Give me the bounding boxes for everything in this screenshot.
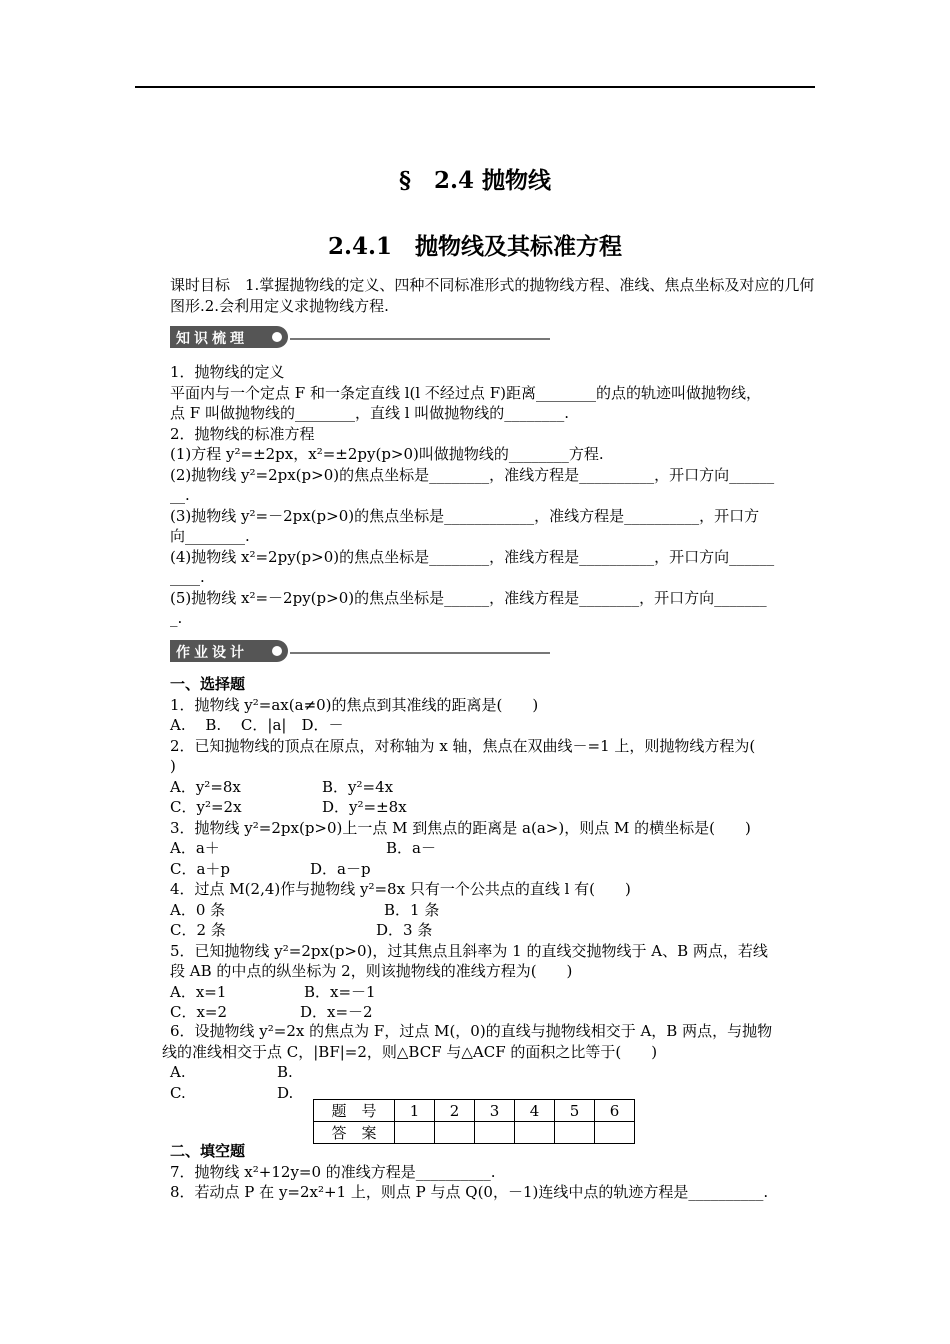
options-row [170,900,815,921]
options-row [162,1062,817,1083]
knowledge-banner-label: 知识梳理 [176,331,248,347]
equation-item: (2)抛物线 y²=2px(p>0)的焦点坐标是________，准线方程是__________，开口方向______ [170,465,775,484]
equation-item: (5)抛物线 x²=－2py(p>0)的焦点坐标是______，准线方程是________，开口方向_______ [170,588,767,607]
equation-item-cont: _. [170,609,183,627]
options-row [170,982,815,1003]
table-cell: 2 [435,1100,475,1122]
options-row [170,920,815,941]
question-3: 3．抛物线 y²=2px(p>0)上一点 M 到焦点的距离是 a(a>)，则点 M 的横坐标是( ) [170,818,751,837]
option: D．3 条 [376,921,433,939]
table-cell: 6 [595,1100,635,1122]
options-row [170,797,815,818]
question-2-cont: ) [170,757,176,775]
question-1: 1．抛物线 y²=ax(a≠0)的焦点到其准线的距离是( ) [170,695,539,714]
question-2: 2．已知抛物线的顶点在原点，对称轴为 x 轴，焦点在双曲线－=1 上，则抛物线方程为( [170,736,756,755]
equation-item-cont: __. [170,486,190,504]
option: A．y²=8x [170,777,241,796]
option: D．y²=±8x [322,798,407,816]
answer-table [313,1099,635,1144]
option: C．x=2 [170,1003,228,1021]
question-7: 7．抛物线 x²+12y=0 的准线方程是__________. [170,1162,496,1181]
heading: 2．抛物线的标准方程 [170,424,315,443]
equation-item: (1)方程 y²=±2px，x²=±2py(p>0)叫做抛物线的________方程. [170,445,604,463]
options-row [170,838,815,859]
equation-item: (3)抛物线 y²=－2px(p>0)的焦点坐标是____________，准线方程是__________，开口方 [170,506,760,525]
subsection-title: 2.4.1 抛物线及其标准方程 [327,233,623,260]
question-5: 5．已知抛物线 y²=2px(p>0)，过其焦点且斜率为 1 的直线交抛物线于 A、B 两点，若线 [170,941,768,960]
option: B．a－ [386,839,436,857]
question-6: 6．设抛物线 y²=2x 的焦点为 F，过点 M(，0)的直线与抛物线相交于 A，B 两点，与抛物 [170,1022,773,1040]
option: A．x=1 [170,982,227,1001]
definition-line: 点 F 叫做抛物线的________，直线 l 叫做抛物线的________. [170,404,570,422]
option: B. [277,1063,293,1081]
option: C．2 条 [170,921,226,939]
option: D．x=－2 [300,1003,373,1021]
option: D．a－p [310,859,371,878]
table-cell: 4 [515,1100,555,1122]
section-heading: 二、填空题 [170,1142,246,1160]
homework-banner [170,640,290,662]
option: C．a＋p [170,859,231,878]
option: A. [170,1063,186,1081]
knowledge-banner [170,326,290,348]
section-heading: 一、选择题 [170,675,246,693]
option: C．y²=2x [170,798,242,816]
option: B．1 条 [384,900,440,919]
lesson-objective: 课时目标 1.掌握抛物线的定义、四种不同标准形式的抛物线方程、准线、焦点坐标及对应的几何图形.2.会利用定义求抛物线方程. [170,276,815,315]
question-5-cont: 段 AB 的中点的纵坐标为 2，则该抛物线的准线方程为( ) [170,962,573,980]
heading: 1．抛物线的定义 [170,363,285,381]
question-6-cont: 线的准线相交于点 C，|BF|=2，则△BCF 与△ACF 的面积之比等于( ) [162,1042,658,1061]
banner-dot-icon [272,332,282,342]
equation-item-cont: 向________. [170,527,250,545]
equation-item: (4)抛物线 x²=2py(p>0)的焦点坐标是________，准线方程是__________，开口方向______ [170,547,775,566]
option: D. [277,1083,294,1102]
question-6-block [162,1021,817,1103]
banner-rule [290,338,550,340]
question-1-options: A. B. C．|a| D．－ [170,716,344,734]
definition-line: 平面内与一个定点 F 和一条定直线 l(l 不经过点 F)距离________的点的轨迹叫做抛物线， [170,383,761,402]
table-cell: 3 [475,1100,515,1122]
section-title: § 2.4 抛物线 [398,167,552,194]
question-8: 8．若动点 P 在 y=2x²+1 上，则点 P 与点 Q(0，－1)连线中点的轨迹方程是__________. [170,1183,769,1201]
option: B．y²=4x [322,777,394,796]
option: B．x=－1 [304,982,376,1001]
option: A．0 条 [170,900,226,919]
options-row [170,859,815,880]
options-row [170,777,815,798]
option: C. [170,1083,186,1102]
equation-item-cont: ____. [170,568,205,586]
banner-dot-icon [272,646,282,656]
question-4: 4．过点 M(2,4)作与抛物线 y²=8x 只有一个公共点的直线 l 有( ) [170,880,631,898]
option: A．a＋ [170,839,220,857]
table-header-cell: 答 案 [314,1122,395,1144]
options-row [170,1002,815,1023]
table-cell: 1 [395,1100,435,1122]
table-cell: 5 [555,1100,595,1122]
fill-in-section [170,1141,815,1203]
top-rule [135,86,815,88]
knowledge-section [170,362,815,629]
table-header-cell: 题 号 [314,1100,395,1122]
homework-section [170,674,815,1023]
banner-rule [290,652,550,654]
table-row [314,1100,635,1122]
homework-banner-label: 作业设计 [176,645,248,661]
